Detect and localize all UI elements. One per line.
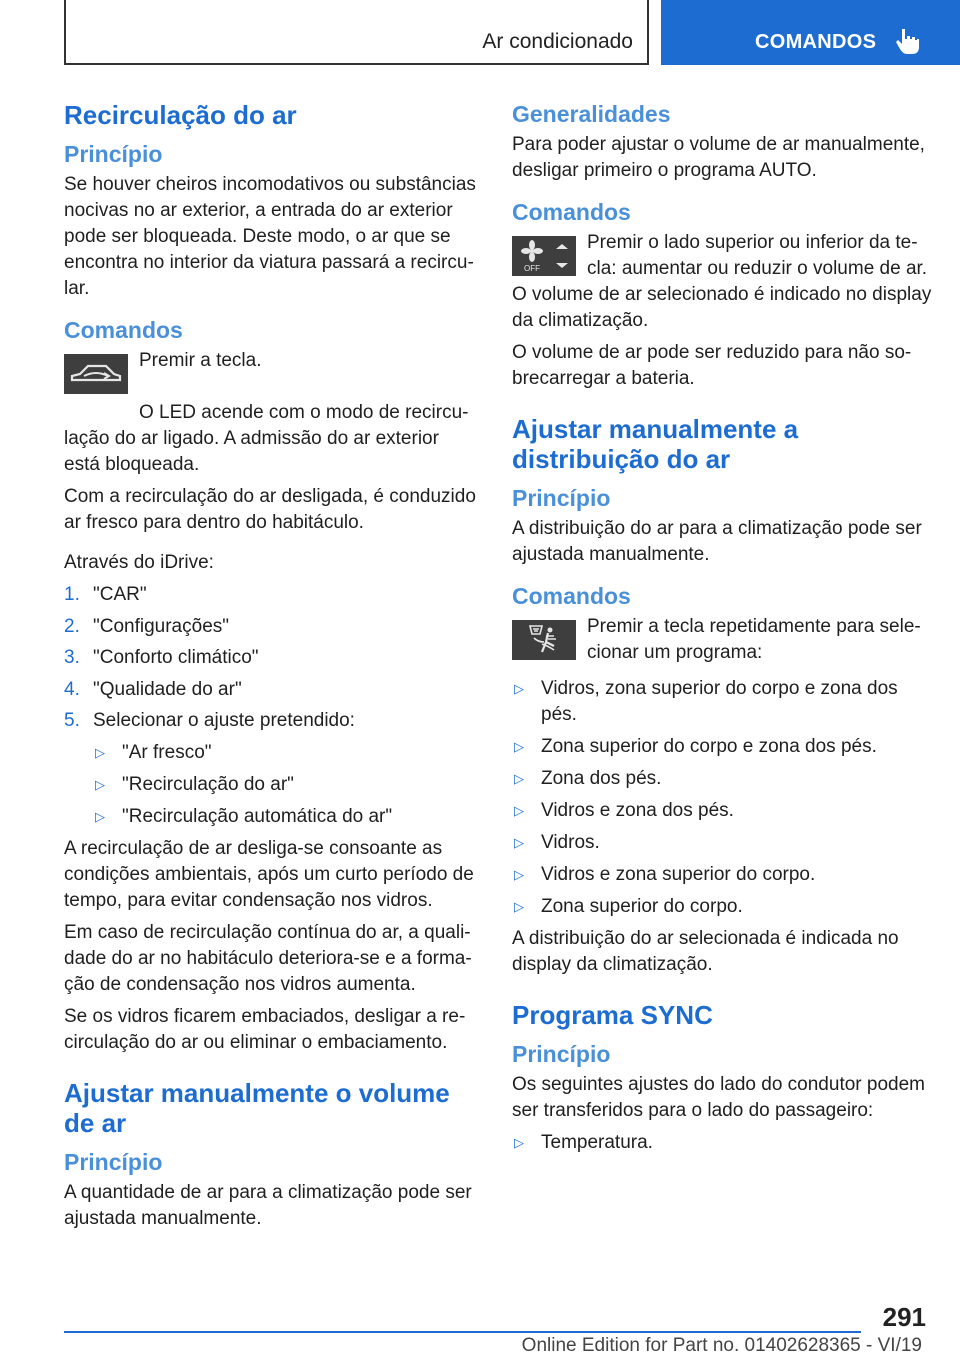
distribution-row [512,614,932,666]
recirculation-fogged-text: Se os vidros ficarem embaciados, desligar a recirculação do ar ou eliminar o embaciamento. [64,1005,466,1053]
sync-items [512,1130,932,1156]
recirculation-options [64,740,480,830]
recirculation-principle-heading: Princípio [64,141,163,167]
right-column [512,100,932,1162]
list-item: ▷ Temperatura. [512,1130,932,1156]
sync-text: Os seguintes ajustes do lado do condutor podem ser transferidos para o lado do passageiro: [512,1074,925,1121]
triangle-bullet-icon: ▷ [514,681,524,696]
list-item: ▷ Vidros, zona superior do corpo e zona dos pés. [514,678,898,725]
car-recirculation-icon [64,354,128,394]
list-item: ▷ "Recirculação automática do ar" [93,804,480,830]
idrive-steps [64,582,480,734]
recirculation-press-text: Premir a tecla. [139,350,262,371]
triangle-bullet-icon: ▷ [514,739,524,754]
triangle-bullet-icon: ▷ [514,1135,524,1150]
header-tab [661,0,960,65]
air-distribution-icon [512,620,576,660]
list-item: ▷ Zona dos pés. [512,766,932,792]
distribution-principle-heading: Princípio [512,485,611,511]
left-column [64,100,480,1238]
idrive-intro: Através do iDrive: [64,552,214,573]
triangle-bullet-icon: ▷ [514,835,524,850]
volume-heading: Ajustar manualmente o volume de ar [64,1077,450,1138]
recirculation-continuous-text: Em caso de recirculação contínua do ar, a qualidade do ar no habitáculo deteriora-se e a formação de condensação nos vidros aumenta. [64,921,472,995]
list-item: 2. "Configurações" [64,615,230,637]
list-item: 3. "Conforto climático" [64,647,259,668]
distribution-programs [512,676,932,920]
header-tab-label: COMANDOS [755,31,877,53]
triangle-bullet-icon: ▷ [514,899,524,914]
distribution-controls-heading: Comandos [512,583,631,609]
list-item: ▷ Vidros e zona superior do corpo. [512,862,932,888]
recirculation-principle-text: Se houver cheiros incomodativos ou substâncias nocivas no ar exterior, a entrada do ar exterior pode ser bloqueada. Deste modo, o ar que se encontra no interior da viatura passará a recircular. [64,174,476,299]
list-item: ▷ Zona superior do corpo. [512,894,932,920]
volume-principle-text: A quantidade de ar para a climatização pode ser ajustada manualmente. [64,1181,472,1229]
fan-battery-text: O volume de ar pode ser reduzido para não sobrecarregar a bateria. [512,342,912,389]
triangle-bullet-icon: ▷ [514,803,524,818]
recirculation-led-text: O LED acende com o modo de recirculação do ar ligado. A admissão do ar exterior está bloqueada. [64,402,469,475]
recirculation-off-text: Com a recirculação do ar desligada, é conduzido ar fresco para dentro do habitáculo. [64,486,476,533]
recirculation-press-row [64,348,480,400]
list-item: 5. Selecionar o ajuste pretendido: [64,710,355,731]
recirculation-auto-off-text: A recirculação de ar desliga-se consoante as condições ambientais, após um curto período de tempo, para evitar condensação nos vidros. [64,837,474,911]
list-item: ▷ Vidros. [512,830,932,856]
fan-text: Premir o lado superior ou inferior da tecla: aumentar ou reduzir o volume de ar. [587,232,928,279]
distribution-display-text: A distribuição do ar selecionada é indicada no display da climatização. [512,928,899,975]
volume-controls-heading: Comandos [512,199,631,225]
distribution-principle-text: A distribuição do ar para a climatização pode ser ajustada manualmente. [512,518,922,565]
recirculation-controls-heading: Comandos [64,317,183,343]
distribution-heading: Ajustar manualmente a distribuição do ar [512,414,799,474]
fan-display-text: O volume de ar selecionado é indicado no display da climatização. [512,284,932,331]
page-number: 291 [882,1302,926,1332]
header-section-box [64,0,649,65]
recirculation-heading: Recirculação do ar [64,100,297,130]
triangle-bullet-icon: ▷ [95,776,105,792]
list-item: ▷ Zona superior do corpo e zona dos pés. [512,734,932,760]
footer-rule [64,1331,861,1333]
fan-off-rocker-icon [512,236,576,276]
hand-pointer-icon [895,27,921,55]
triangle-bullet-icon: ▷ [95,744,105,760]
triangle-bullet-icon: ▷ [514,867,524,882]
header-section-title: Ar condicionado [482,30,633,53]
general-heading: Generalidades [512,101,671,127]
sync-principle-heading: Princípio [512,1041,611,1067]
svg-text:OFF: OFF [524,264,540,273]
general-text: Para poder ajustar o volume de ar manualmente, desligar primeiro o programa AUTO. [512,134,925,181]
fan-row [512,230,932,282]
triangle-bullet-icon: ▷ [514,771,524,786]
list-item: 4. "Qualidade do ar" [64,678,242,700]
distribution-text: Premir a tecla repetidamente para selecionar um programa: [587,616,921,663]
footer-edition: Online Edition for Part no. 01402628365 - VI/19 [521,1335,922,1356]
list-item: ▷ "Recirculação do ar" [93,772,480,798]
sync-heading: Programa SYNC [512,1000,713,1030]
triangle-bullet-icon: ▷ [95,808,105,824]
list-item: ▷ Vidros e zona dos pés. [512,798,932,824]
volume-principle-heading: Princípio [64,1148,163,1175]
list-item: 1. "CAR" [64,584,147,605]
list-item: ▷ "Ar fresco" [93,740,480,766]
